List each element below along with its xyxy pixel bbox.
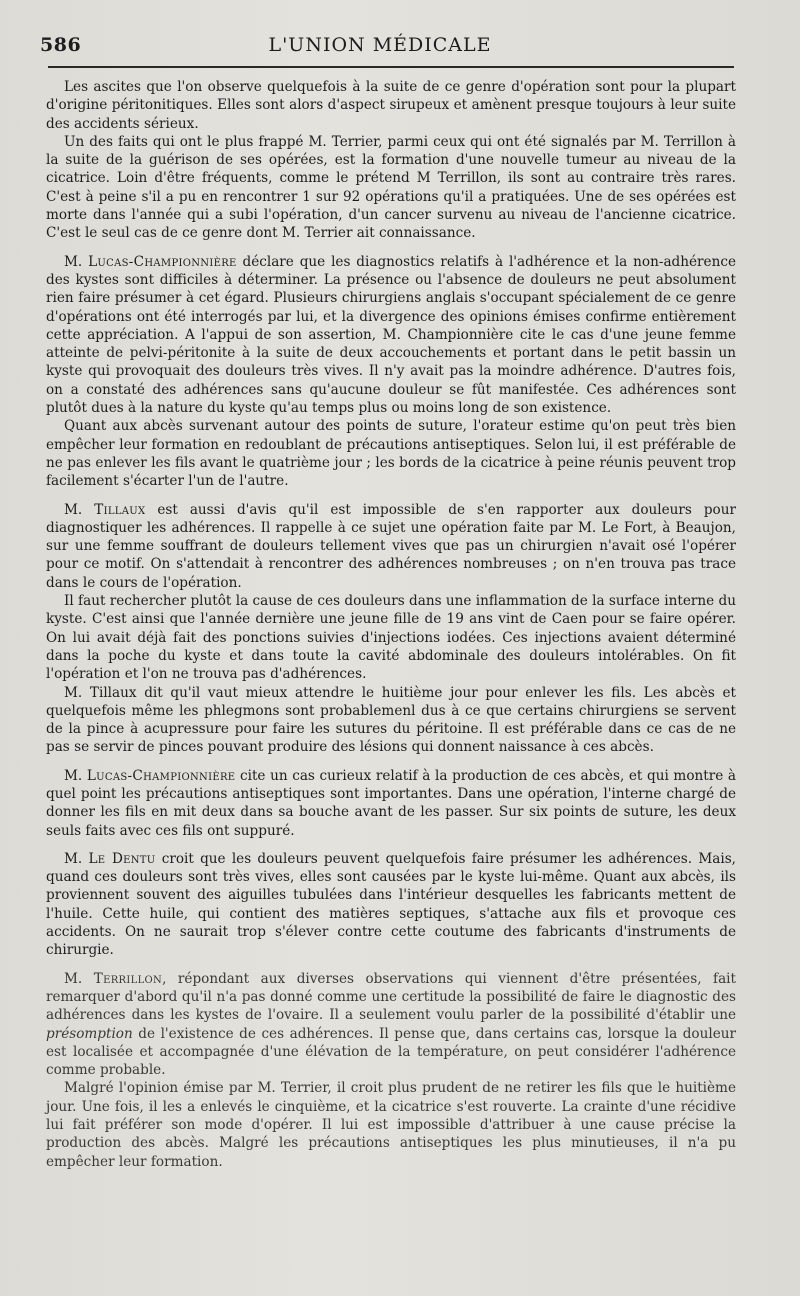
paragraph-text: Un des faits qui ont le plus frappé M. Terrier, parmi ceux qui ont été signalés par M. Terrillon à la suite de la guérison de ses opérées, est la formation d'une nouvelle tumeur au niveau de la cicatrice. Loin d'être fréquents, comme le prétend M Terrillon, ils sont au contraire très rares. C'est à peine s'il a pu en rencontrer 1 sur 92 opérations qu'il a pratiquées. Une de ses opérées est morte dans l'année qui a subi l'opération, d'un cancer survenu au niveau de l'ancienne cicatrice. C'est le seul cas de ce genre dont M. Terrier ait connaissance. <box>46 133 736 242</box>
paragraph <box>46 253 736 418</box>
paragraph-text: M. <box>64 501 95 518</box>
paragraph-text: déclare que les diagnostics relatifs à l'adhérence et la non-adhérence des kystes sont difficiles à déterminer. La présence ou l'absence de douleurs ne peut absolument rien faire présumer à cet égard. Plusieurs chirurgiens anglais s'occupant spécialement de ce genre d'opérations ont été interrogés par lui, et la divergence des opinions émises confirme entièrement cette appréciation. A l'appui de son assertion, M. Championnière cite le cas d'une jeune femme atteinte de pelvi-péritonite à la suite de deux accouchements et portant dans le petit bassin un kyste qui provoquait des douleurs très vives. Il n'y avait pas la moindre adhérence. D'autres fois, on a constaté des adhérences sans qu'aucune douleur se fût manifestée. Ces adhérences sont plutôt dues à la nature du kyste qu'au temps plus ou moins long de son existence. <box>46 253 737 417</box>
paragraph-text: , répondant aux diverses observations qui viennent d'être présentées, fait remarquer d'abord qu'il n'a pas donné comme une certitude la possibilité de faire le diagnostic des adhérences dans les kystes de l'ovaire. Il a seulement voulu parler de la possibilité d'établir une <box>46 970 736 1024</box>
page-header <box>30 30 730 60</box>
paragraph <box>46 684 736 757</box>
paragraph-text: M. <box>64 767 87 784</box>
speaker-name: Tillaux <box>94 501 146 518</box>
paragraph-text: M. <box>64 253 89 270</box>
paragraph-text: M. Tillaux dit qu'il vaut mieux attendre le huitième jour pour enlever les fils. Les abcès et quelquefois même les phlegmons sont probablemenl dus à ce que certains chirurgiens se servent de la pince à acupressure pour faire les sutures du péritoine. Il est préférable dans ce cas de ne pas se servir de pinces pouvant produire des lésions qui donnent naissance à ces abcès. <box>46 684 736 756</box>
paragraph-text: cite un cas curieux relatif à la production de ces abcès, et qui montre à quel point les précautions antiseptiques sont importantes. Dans une opération, l'interne chargé de donner les fils en mit deux dans sa bouche avant de les passer. Sur six points de suture, les deux seuls faits avec ces fils ont suppuré. <box>46 767 736 839</box>
paragraph <box>46 850 736 960</box>
italic-term: présomption <box>46 1025 133 1042</box>
paragraph-text: Les ascites que l'on observe quelquefois à la suite de ce genre d'opération sont pour la plupart d'origine péritonitiques. Elles sont alors d'aspect sirupeux et amènent presque toujours à leur suite des accidents sérieux. <box>46 79 736 132</box>
article-body <box>46 78 736 1171</box>
paragraph-text: Malgré l'opinion émise par M. Terrier, il croit plus prudent de ne retirer les fils que le huitième jour. Une fois, il les a enlevés le cinquième, et la cicatrice s'est rouverte. La crainte d'une récidive lui fait préférer son mode d'opérer. Il lui est impossible d'attribuer à une cause précise la production des abcès. Malgré les précautions antiseptiques les plus minutieuses, il n'a pu empêcher leur formation. <box>46 1080 736 1170</box>
paragraph <box>46 592 736 683</box>
paragraph-text: Quant aux abcès survenant autour des points de suture, l'orateur estime qu'on peut très bien empêcher leur formation en redoublant de précautions antiseptiques. Selon lui, il est préférable de ne pas enlever les fils avant le quatrième jour ; les bords de la cicatrice à peine réunis peuvent trop facilement s'écarter l'un de l'autre. <box>46 418 736 490</box>
paragraph-text: est aussi d'avis qu'il est impossible de s'en rapporter aux douleurs pour diagnostiquer les adhérences. Il rappelle à ce sujet une opération faite par M. Le Fort, à Beaujon, sur une femme souffrant de douleurs tellement vives que pas un chirurgien n'avait osé l'opérer pour ce motif. On s'attendait à rencontrer des adhérences nombreuses ; on n'en trouva pas trace dans le cours de l'opération. <box>46 501 736 591</box>
paragraph <box>46 133 736 243</box>
speaker-name: Lucas-Championnière <box>86 767 236 784</box>
paragraph <box>46 501 736 592</box>
paragraph <box>46 1079 736 1170</box>
paragraph-text: croit que les douleurs peuvent quelquefois faire présumer les adhérences. Mais, quand ces douleurs sont très vives, elles sont causées par le kyste lui-même. Quant aux abcès, ils proviennent souvent des aiguilles tubulées dans l'intérieur desquelles les fabricants mettent de l'huile. Cette huile, qui contient des matières septiques, s'attache aux fils et provoque ces accidents. On ne saurait trop s'élever contre cette coutume des fabricants d'instruments de chirurgie. <box>46 850 736 959</box>
page-number: 586 <box>40 34 82 56</box>
header-rule <box>48 66 734 68</box>
paragraph <box>46 78 736 133</box>
paragraph-text: M. <box>64 850 89 867</box>
speaker-name: Terrillon <box>93 970 163 987</box>
paragraph-text: M. <box>64 970 94 987</box>
paragraph-text: de l'existence de ces adhérences. Il pense que, dans certains cas, lorsque la douleur est localisée et accompagnée d'une élévation de la température, on peut considérer l'adhérence comme probable. <box>46 1025 736 1079</box>
paragraph <box>46 417 736 490</box>
running-title: L'UNION MÉDICALE <box>268 34 492 56</box>
speaker-name: Lucas-Championnière <box>88 253 237 270</box>
paragraph <box>46 767 736 840</box>
paragraph <box>46 970 736 1080</box>
paragraph-text: Il faut rechercher plutôt la cause de ces douleurs dans une inflammation de la surface interne du kyste. C'est ainsi que l'année dernière une jeune fille de 19 ans vint de Caen pour se faire opérer. On lui avait déjà fait des ponctions suivies d'injections iodées. Ces injections avaient déterminé dans la poche du kyste et dans toute la cavité abdominale des douleurs intolérables. On fit l'opération et l'on ne trouva pas d'adhérences. <box>46 593 736 683</box>
speaker-name: Le Dentu <box>88 850 156 867</box>
